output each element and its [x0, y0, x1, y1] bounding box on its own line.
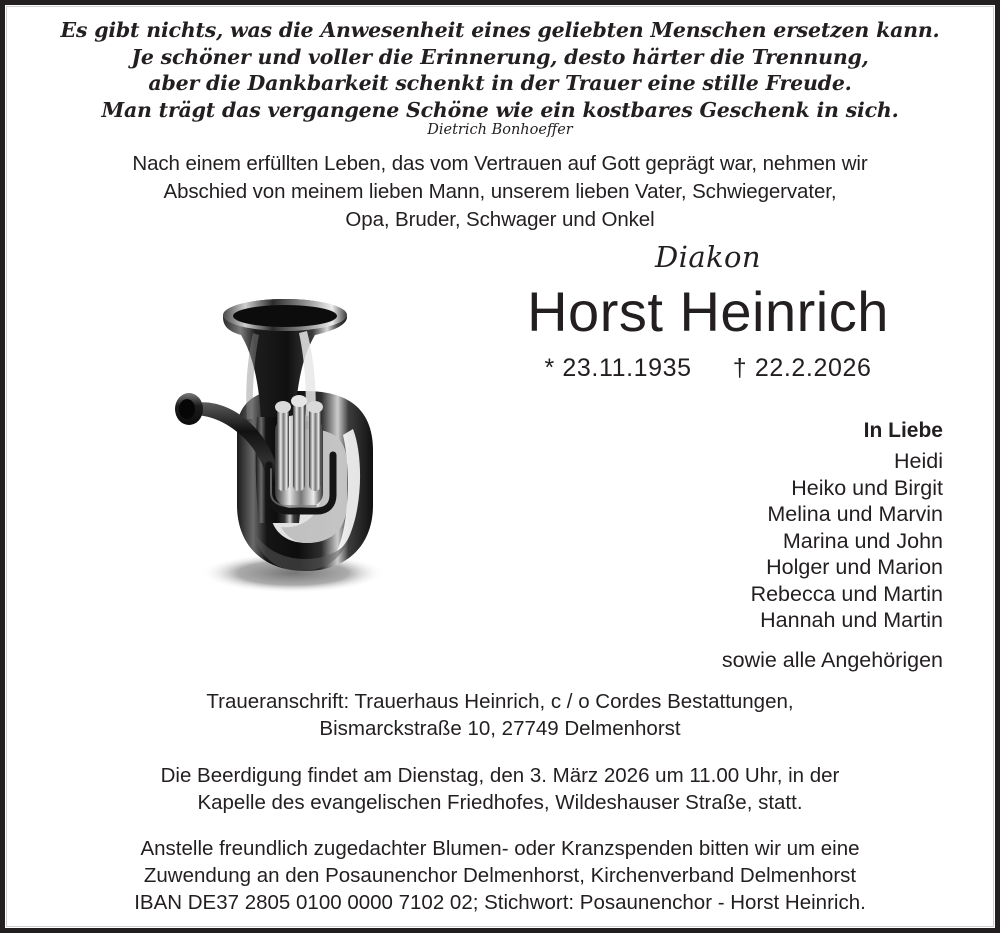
intro-paragraph [7, 150, 993, 234]
family-heading: In Liebe [863, 419, 943, 442]
funeral-details [7, 762, 993, 816]
funeral-line: Die Beerdigung findet am Dienstag, den 3. März 2026 um 11.00 Uhr, in der [160, 764, 840, 787]
family-member: Marina und John [782, 528, 943, 553]
deceased-role: Diakon [655, 240, 761, 274]
family-member: Heiko und Birgit [791, 475, 943, 500]
intro-line: Opa, Bruder, Schwager und Onkel [345, 208, 655, 231]
poem-attribution: Dietrich Bonhoeffer [427, 122, 573, 138]
intro-line: Nach einem erfüllten Leben, das vom Vertrauen auf Gott geprägt war, nehmen wir [132, 152, 868, 175]
deceased-dates [473, 351, 943, 385]
family-list [473, 448, 943, 673]
death-date: 22.2.2026 [754, 354, 872, 382]
family-member: Heidi [894, 449, 943, 473]
intro-line: Abschied von meinem lieben Mann, unserem lieben Vater, Schwiegervater, [163, 180, 837, 203]
tuba-illustration [157, 279, 419, 599]
tuba-mouthpiece-cup [179, 399, 195, 419]
family-relatives: sowie alle Angehörigen [721, 647, 943, 672]
donation-line: Zuwendung an den Posaunenchor Delmenhorst, Kirchenverband Delmenhorst [143, 864, 857, 887]
poem-line: Man trägt das vergangene Schöne wie ein kostbares Geschenk in sich. [101, 97, 899, 122]
poem-line: Je schöner und voller die Erinnerung, desto härter die Trennung, [131, 44, 869, 69]
donation-request [7, 835, 993, 916]
death-symbol: † [732, 354, 748, 382]
donation-line: Anstelle freundlich zugedachter Blumen- oder Kranzspenden bitten wir um eine [140, 837, 860, 860]
deceased-name: Horst Heinrich [527, 280, 889, 343]
family-member: Hannah und Martin [760, 608, 943, 632]
family-member: Holger und Marion [766, 555, 943, 579]
donation-iban-line: IBAN DE37 2805 0100 0000 7102 02; Stichwort: Posaunenchor - Horst Heinrich. [134, 891, 866, 914]
funeral-line: Kapelle des evangelischen Friedhofes, Wildeshauser Straße, statt. [197, 791, 803, 814]
deceased-block [473, 239, 943, 385]
address-line: Bismarckstraße 10, 27749 Delmenhorst [319, 717, 681, 740]
family-member: Rebecca und Martin [750, 581, 943, 606]
poem-line: aber die Dankbarkeit schenkt in der Trauer eine stille Freude. [148, 71, 852, 95]
birth-symbol: * [544, 354, 555, 382]
memorial-poem [7, 17, 993, 123]
obituary-inner-frame [6, 6, 994, 927]
birth-date: 23.11.1935 [562, 354, 692, 382]
family-member: Melina und Marvin [767, 502, 943, 526]
mourning-address [7, 688, 993, 742]
address-line: Traueranschrift: Trauerhaus Heinrich, c / o Cordes Bestattungen, [206, 690, 794, 713]
tuba-bell-throat [233, 305, 337, 327]
poem-line: Es gibt nichts, was die Anwesenheit eines geliebten Menschen ersetzen kann. [60, 18, 940, 42]
tuba-valves [275, 395, 323, 491]
